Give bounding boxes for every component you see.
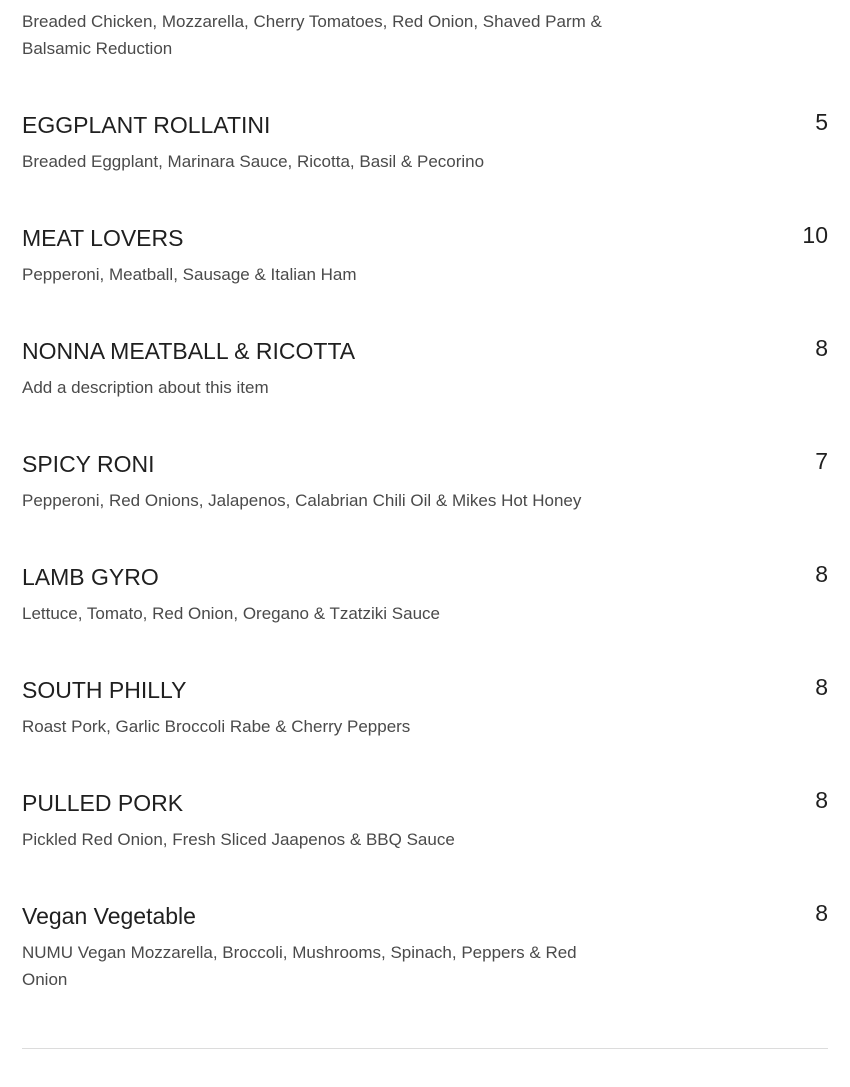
item-description: Breaded Chicken, Mozzarella, Cherry Tomatoes, Red Onion, Shaved Parm & Balsamic Reduction (22, 12, 602, 58)
item-price: 10 (802, 222, 828, 248)
item-price: 8 (815, 787, 828, 813)
item-description: Lettuce, Tomato, Red Onion, Oregano & Tzatziki Sauce (22, 604, 440, 623)
item-description: Add a description about this item (22, 378, 269, 397)
item-price: 8 (815, 335, 828, 361)
item-name: LAMB GYRO (22, 564, 159, 590)
item-name: MEAT LOVERS (22, 225, 184, 251)
item-price: 7 (815, 448, 828, 474)
item-name: SOUTH PHILLY (22, 677, 187, 703)
item-description: Breaded Eggplant, Marinara Sauce, Ricotta, Basil & Pecorino (22, 152, 485, 171)
item-description: Pepperoni, Red Onions, Jalapenos, Calabrian Chili Oil & Mikes Hot Honey (22, 491, 582, 510)
item-name: EGGPLANT ROLLATINI (22, 112, 271, 138)
item-price: 5 (815, 109, 828, 135)
item-description: NUMU Vegan Mozzarella, Broccoli, Mushrooms, Spinach, Peppers & Red Onion (22, 943, 577, 989)
item-price: 8 (815, 900, 828, 926)
item-name: PULLED PORK (22, 790, 184, 816)
item-description: Roast Pork, Garlic Broccoli Rabe & Cherry Peppers (22, 717, 411, 736)
item-description: Pickled Red Onion, Fresh Sliced Jaapenos & BBQ Sauce (22, 830, 455, 849)
item-name: SPICY RONI (22, 451, 155, 477)
section-divider (22, 1048, 828, 1049)
item-description: Pepperoni, Meatball, Sausage & Italian Ham (22, 265, 357, 284)
item-price: 8 (815, 674, 828, 700)
item-name: Vegan Vegetable (22, 903, 196, 929)
item-name: NONNA MEATBALL & RICOTTA (22, 338, 356, 364)
item-price: 8 (815, 561, 828, 587)
